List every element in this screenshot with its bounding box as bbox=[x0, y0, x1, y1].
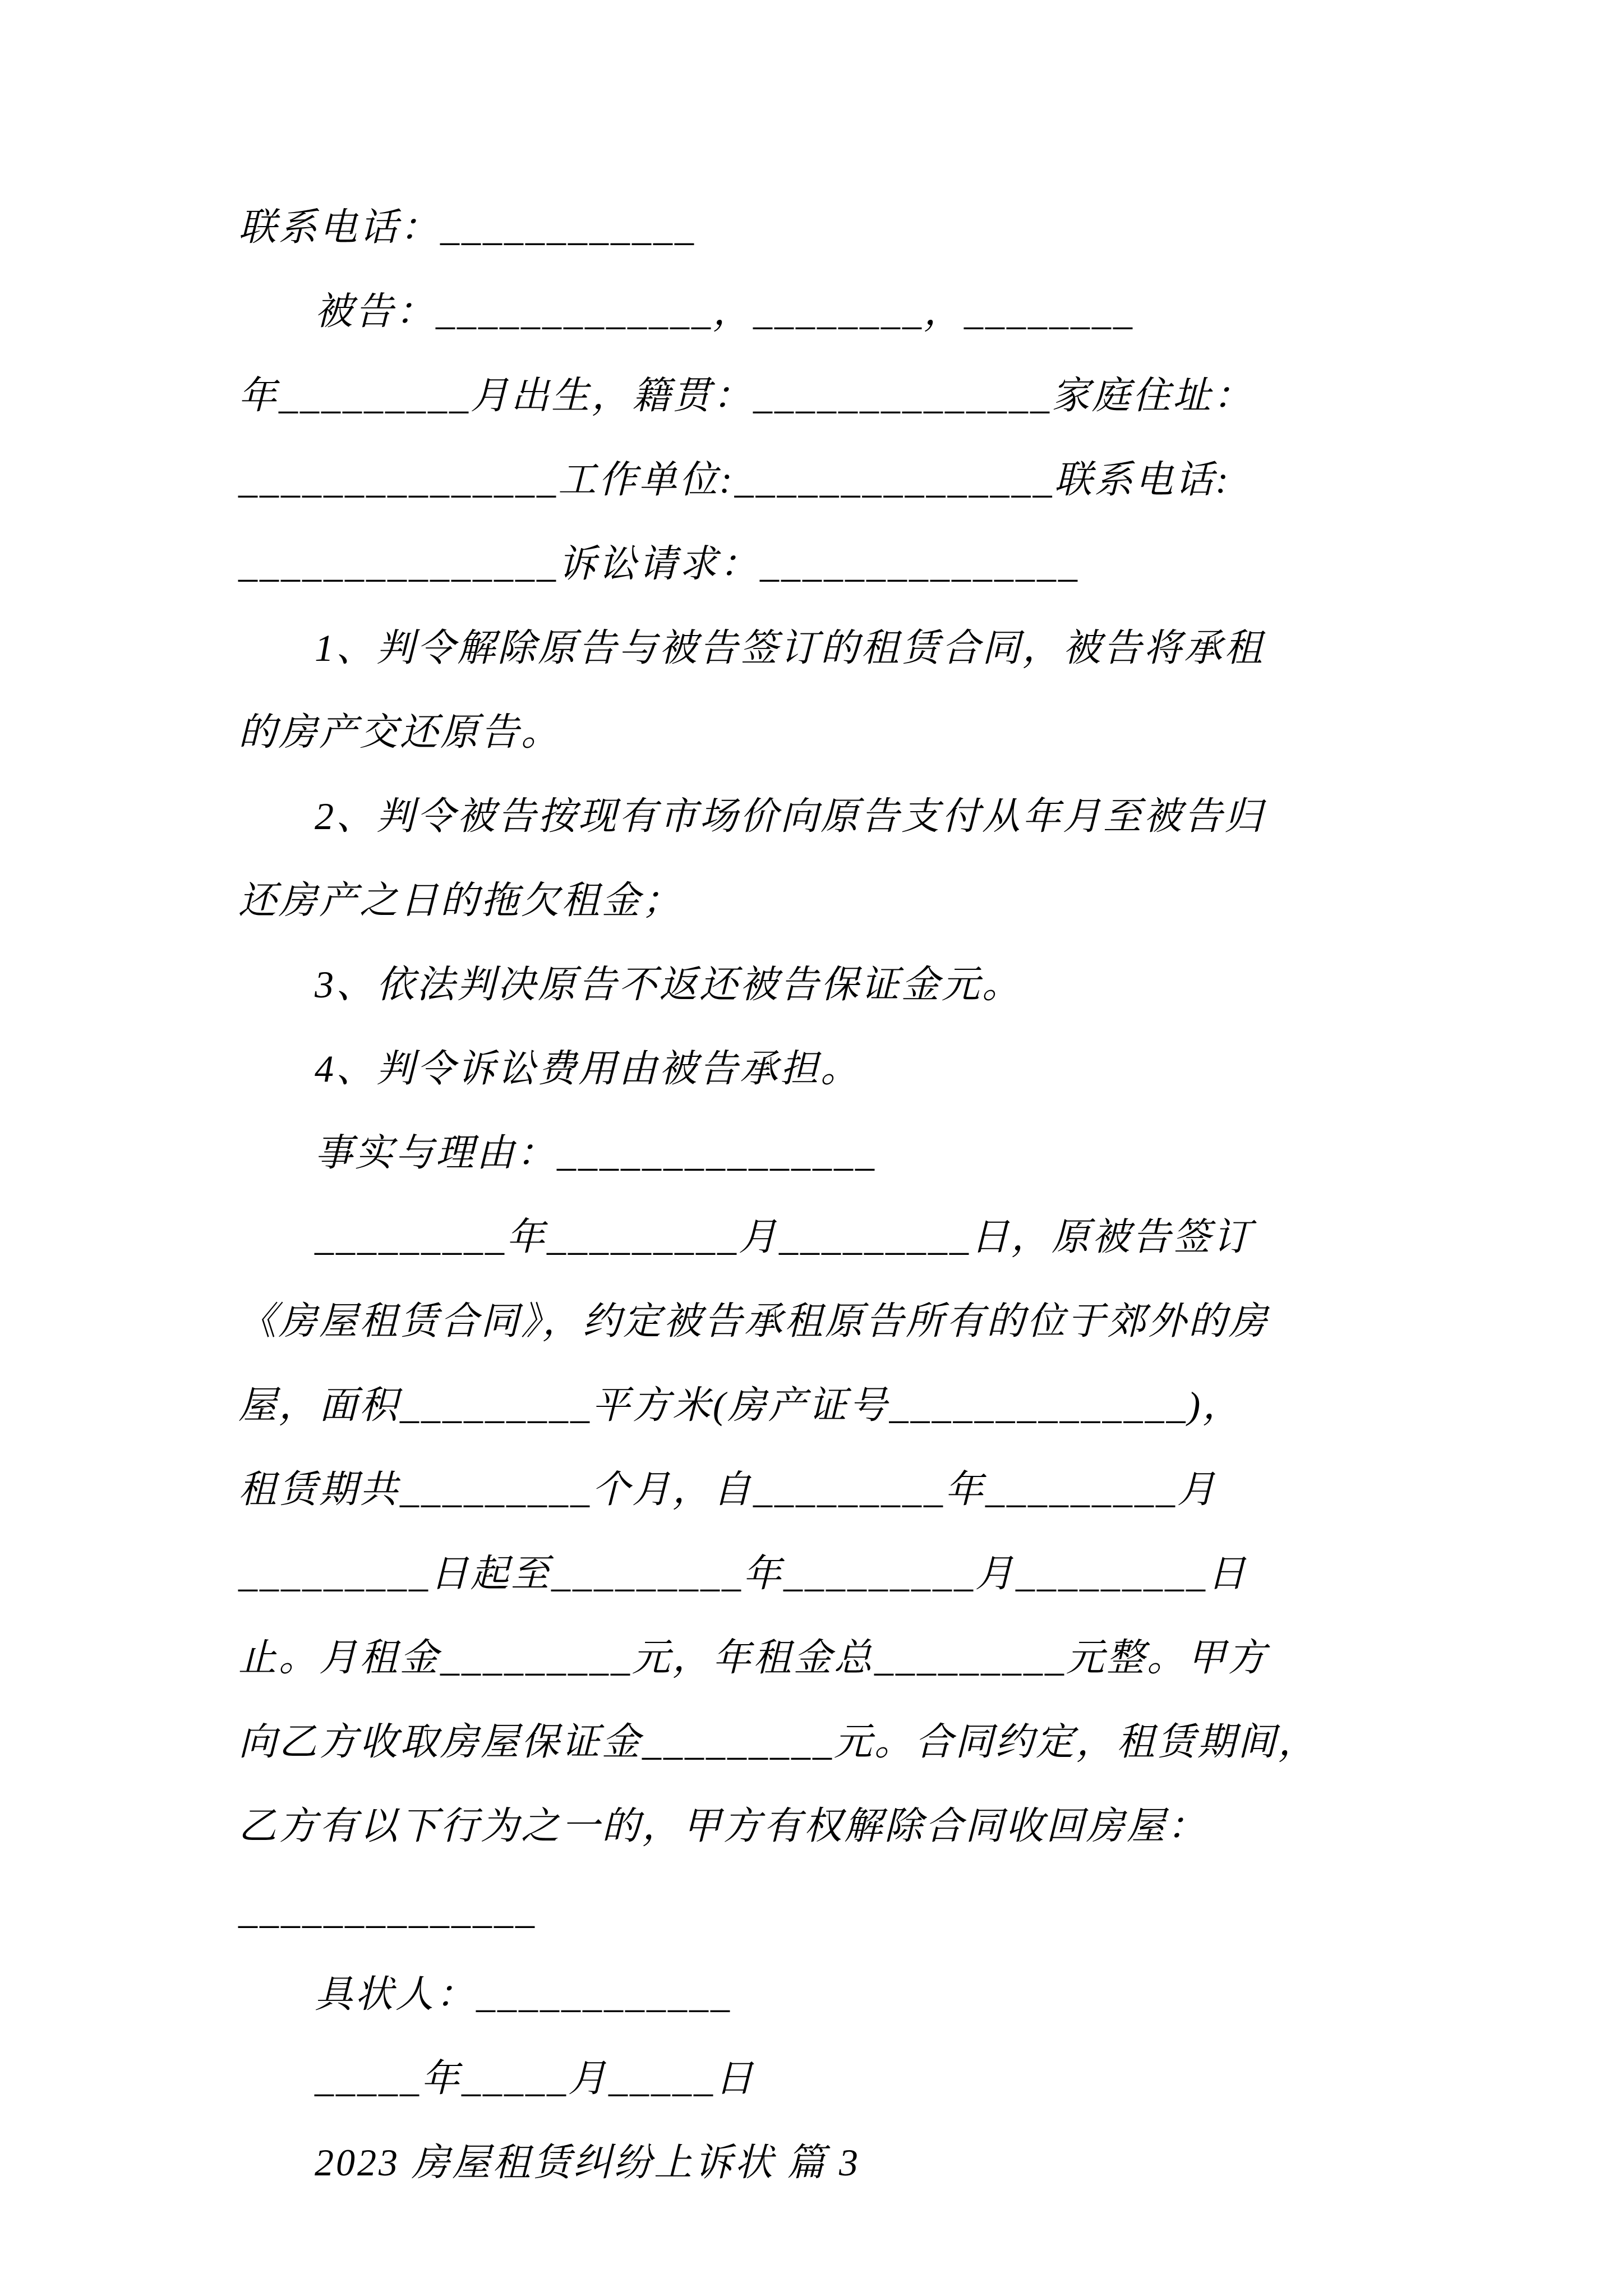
signature-date-line: _____年_____月_____日 bbox=[315, 2057, 756, 2100]
contract-signing-date-line: _________年_________月_________日，原被告签订 bbox=[315, 1216, 1254, 1258]
claim-2-line: 2、判令被告按现有市场价向原告支付从年月至被告归 bbox=[315, 795, 1265, 838]
rent-amount-line: 止。月租金_________元，年租金总_________元整。甲方 bbox=[238, 1636, 1269, 1679]
work-unit-line: _______________工作单位:_______________联系电话: bbox=[238, 458, 1231, 501]
claim-4-line: 4、判令诉讼费用由被告承担。 bbox=[315, 1047, 861, 1090]
contact-phone-line: 联系电话：____________ bbox=[238, 206, 697, 249]
petitioner-signature-line: 具状人：____________ bbox=[315, 1973, 732, 2016]
facts-and-reasons-line: 事实与理由：_______________ bbox=[315, 1131, 877, 1174]
termination-clause-line: 乙方有以下行为之一的，甲方有权解除合同收回房屋： bbox=[238, 1805, 1208, 1847]
birth-origin-address-line: 年_________月出生，籍贯：______________家庭住址： bbox=[238, 374, 1254, 417]
blank-underline-line: ______________ bbox=[238, 1889, 537, 1931]
house-area-cert-line: 屋，面积_________平方米(房产证号______________)， bbox=[238, 1384, 1243, 1427]
claim-1-continuation-line: 的房产交还原告。 bbox=[238, 711, 562, 753]
claim-2-continuation-line: 还房产之日的拖欠租金； bbox=[238, 879, 683, 922]
claim-1-line: 1、判令解除原告与被告签订的租赁合同，被告将承租 bbox=[315, 627, 1265, 669]
claims-request-line: _______________诉讼请求：_______________ bbox=[238, 542, 1080, 585]
lease-term-line: 租赁期共_________个月，自_________年_________月 bbox=[238, 1468, 1218, 1511]
lease-period-line: _________日起至_________年_________月_________日 bbox=[238, 1552, 1248, 1595]
claim-3-line: 3、依法判决原告不返还被告保证金元。 bbox=[315, 963, 1023, 1006]
contract-title-line: 《房屋租赁合同》，约定被告承租原告所有的位于郊外的房 bbox=[238, 1300, 1270, 1342]
section-3-heading-line: 2023 房屋租赁纠纷上诉状 篇 3 bbox=[315, 2141, 861, 2184]
defendant-line: 被告：_____________，________，________ bbox=[315, 290, 1135, 333]
deposit-amount-line: 向乙方收取房屋保证金_________元。合同约定，租赁期间， bbox=[238, 1720, 1319, 1763]
